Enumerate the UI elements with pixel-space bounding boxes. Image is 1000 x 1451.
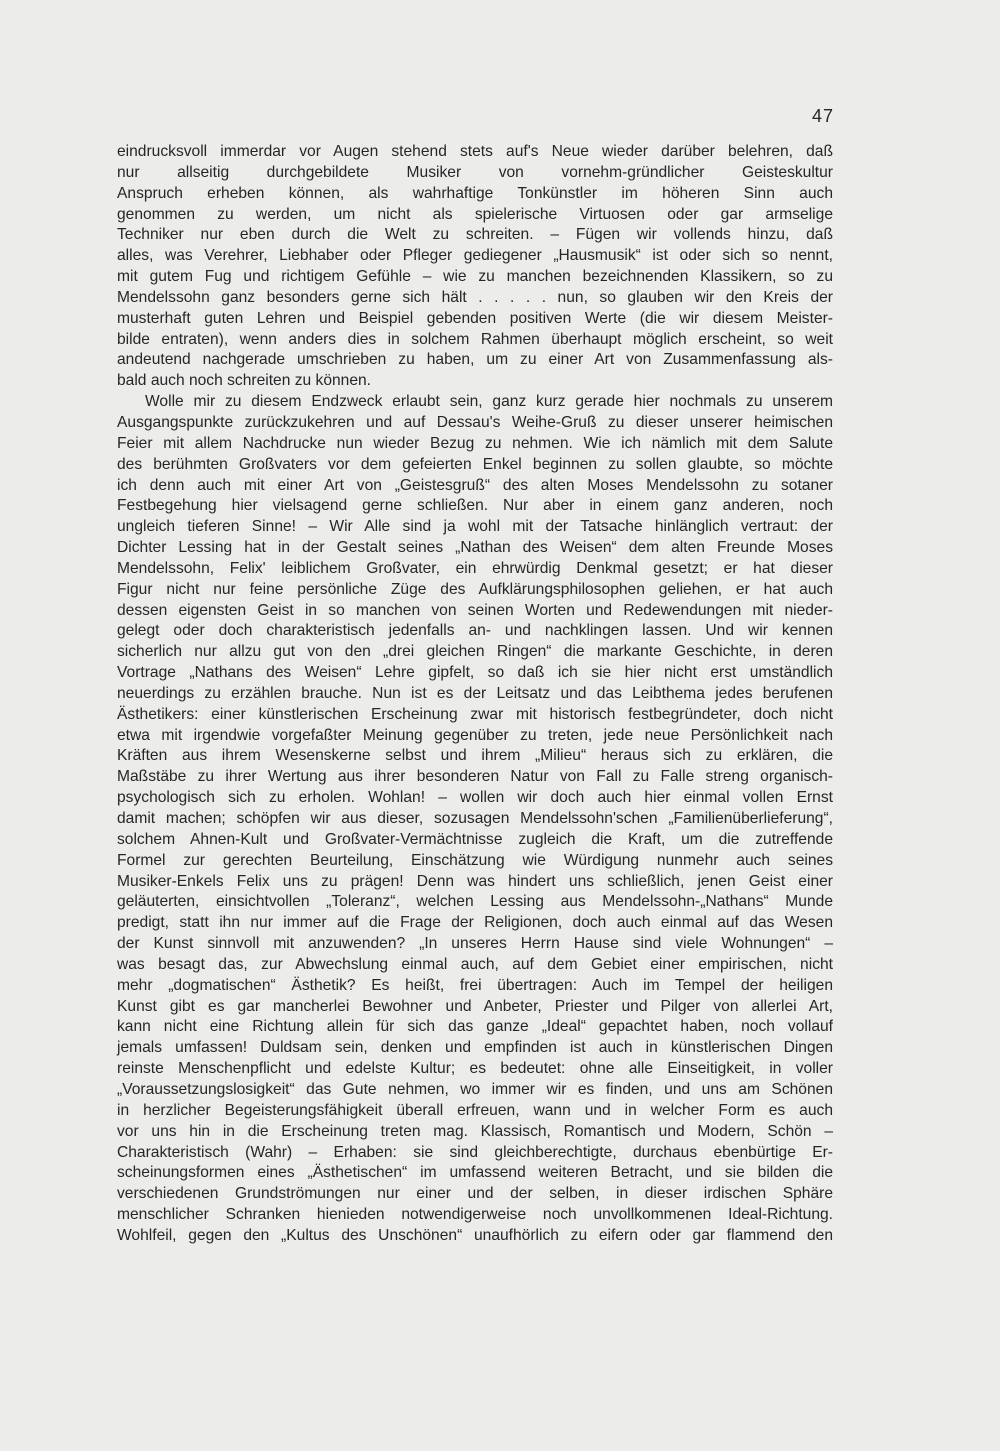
text-line: Ästhetikers: einer künstlerischen Erscheinung zwar mit historisch festbegründeter, doch nicht (117, 705, 833, 723)
text-line: sicherlich nur allzu gut von den „drei gleichen Ringen“ die markante Geschichte, in deren (117, 643, 833, 661)
text-line: Charakteristisch (Wahr) – Erhaben: sie sind gleichberechtigte, durchaus ebenbürtige Er- (117, 1143, 833, 1161)
text-line: Ausgangspunkte zurückzukehren und auf Dessau's Weihe-Gruß zu dieser unserer heimischen (117, 413, 833, 431)
text-line: Feier mit allem Nachdrucke nun wieder Bezug zu nehmen. Wie ich nämlich mit dem Salute (117, 434, 833, 452)
text-line: mehr „dogmatischen“ Ästhetik? Es heißt, frei übertragen: Auch im Tempel der heiligen (117, 976, 833, 994)
text-line: Vortrage „Nathans des Weisen“ Lehre gipfelt, so daß ich sie hier nicht erst umständlich (117, 664, 833, 682)
text-line: andeutend nachgerade umschrieben zu haben, um zu einer Art von Zusammenfassung als- (117, 351, 833, 369)
text-line: ungleich tieferen Sinne! – Wir Alle sind ja wohl mit der Tatsache hinlänglich vertraut: der (117, 518, 833, 536)
text-line: Musiker-Enkels Felix uns zu prägen! Denn was hindert uns schließlich, jenen Geist einer (117, 872, 833, 890)
text-line: des berühmten Großvaters vor dem gefeierten Enkel beginnen zu sollen glaubte, so möchte (117, 455, 833, 473)
text-line: bald auch noch schreiten zu können. (117, 372, 372, 390)
text-line: damit machen; schöpfen wir aus dieser, sozusagen Mendelssohn'schen „Familienüberlieferung“, (117, 810, 833, 827)
text-line: eindrucksvoll immerdar vor Augen stehend stets auf's Neue wieder darüber belehren, daß (117, 143, 833, 160)
text-line: alles, was Verehrer, Liebhaber oder Pfleger gediegener „Hausmusik“ ist oder sich so nennt, (117, 247, 833, 265)
text-line: was besagt das, zur Abwechslung einmal auch, auf dem Gebiet einer empirischen, nicht (117, 955, 833, 973)
text-line: Formel zur gerechten Beurteilung, Einschätzung wie Würdigung nunmehr auch seines (117, 851, 833, 869)
text-line: solchem Ahnen-Kult und Großvater-Vermächtnisse zugleich die Kraft, um die zutreffende (117, 830, 833, 848)
text-line: mit gutem Fug und richtigem Gefühle – wie zu manchen bezeichnenden Klassikern, so zu (117, 268, 833, 286)
text-line: verschiedenen Grundströmungen nur einer und der selben, in dieser irdischen Sphäre (117, 1185, 833, 1203)
text-line: „Voraussetzungslosigkeit“ das Gute nehmen, wo immer wir es finden, und uns am Schönen (117, 1080, 833, 1098)
text-line: psychologisch sich zu erholen. Wohlan! – wollen wir doch auch hier einmal vollen Ernst (117, 789, 833, 807)
text-line: vor uns hin in die Erscheinung treten mag. Klassisch, Romantisch und Modern, Schön – (117, 1122, 833, 1140)
text-line: menschlicher Schranken hienieden notwendigerweise noch unvollkommenen Ideal-Richtung. (117, 1206, 833, 1224)
text-line: musterhaft guten Lehren und Beispiel gebenden positiven Werte (die wir diesem Meister- (117, 309, 833, 327)
text-line: kann nicht eine Richtung allein für sich das ganze „Ideal“ gepachtet haben, noch vollauf (117, 1018, 833, 1036)
text-line: reinste Menschenpflicht und edelste Kultur; es bedeutet: ohne alle Einseitigkeit, in voller (117, 1060, 833, 1078)
body-text (117, 142, 833, 1268)
text-line: Dichter Lessing hat in der Gestalt seines „Nathan des Weisen“ dem alten Freunde Moses (117, 539, 833, 557)
text-line: nur allseitig durchgebildete Musiker von vornehm-gründlicher Geisteskultur (117, 163, 833, 181)
text-line: scheinungsformen eines „Ästhetischen“ im umfassend weiteren Betracht, und sie bilden die (117, 1164, 833, 1182)
text-line (117, 1247, 833, 1268)
text-line: gelegt oder doch charakteristisch jedenfalls an- und nachklingen lassen. Und wir kennen (117, 622, 833, 640)
text-line: jemals umfassen! Duldsam sein, denken und empfinden ist auch in künstlerischen Dingen (117, 1039, 833, 1057)
text-line: predigt, statt ihn nur immer auf die Frage der Religionen, doch auch einmal auf das Wesen (117, 914, 833, 932)
text-line: dessen eigensten Geist in so manchen von seinen Worten und Redewendungen mit nieder- (117, 601, 833, 619)
text-line: bilde entraten), wenn anders dies in solchem Rahmen überhaupt möglich erscheint, so weit (117, 330, 833, 348)
text-line: Maßstäbe zu ihrer Wertung aus ihrer besonderen Natur von Fall zu Falle streng organisch- (117, 768, 833, 786)
text-line: neuerdings zu erzählen brauche. Nun ist es der Leitsatz und das Leibthema jedes berufenen (117, 684, 833, 702)
text-line: Kunst gibt es gar mancherlei Bewohner und Anbeter, Priester und Pilger von allerlei Art, (117, 997, 833, 1015)
text-line: in herzlicher Begeisterungsfähigkeit überall erfreuen, wann und in welcher Form es auch (117, 1101, 833, 1119)
text-line: Mendelssohn ganz besonders gerne sich hält . . . . . nun, so glauben wir den Kreis der (117, 288, 833, 306)
text-line: genommen zu werden, um nicht als spielerische Virtuosen oder gar armselige (117, 205, 833, 223)
text-line: Wohlfeil, gegen den „Kultus des Unschönen“ unaufhörlich zu eifern oder gar flammend den (117, 1226, 833, 1244)
text-line: ich denn auch mit einer Art von „Geistesgruß“ des alten Moses Mendelssohn zu sotaner (117, 476, 833, 494)
text-line: Figur nicht nur feine persönliche Züge des Aufklärungsphilosophen geliehen, er hat auch (117, 580, 833, 598)
text-line: Mendelssohn, Felix' leiblichem Großvater, ein ehrwürdig Denkmal gesetzt; er hat dieser (117, 559, 833, 577)
text-line: Anspruch erheben können, als wahrhaftige Tonkünstler im höheren Sinn auch (117, 184, 833, 202)
text-line: der Kunst sinnvoll mit anzuwenden? „In unseres Herrn Hause sind viele Wohnungen“ – (117, 935, 833, 953)
text-line: Festbegehung hier vielsagend gerne schließen. Nur aber in einem ganz anderen, noch (117, 497, 833, 515)
text-line: etwa mit irgendwie vorgefaßter Meinung gegenüber zu treten, jede neue Persönlichkeit nach (117, 726, 833, 744)
page-number: 47 (812, 106, 835, 126)
text-line: Wolle mir zu diesem Endzweck erlaubt sein, ganz kurz gerade hier nochmals zu unserem (145, 393, 833, 411)
text-line: geläuterten, einsichtvollen „Toleranz“, welchen Lessing aus Mendelssohn-„Nathans“ Munde (117, 893, 833, 911)
text-line: Kräften aus ihrem Wesenskerne selbst und ihrem „Milieu“ heraus sich zu erklären, die (117, 747, 833, 765)
text-line: Techniker nur eben durch die Welt zu schreiten. – Fügen wir vollends hinzu, daß (117, 226, 833, 244)
